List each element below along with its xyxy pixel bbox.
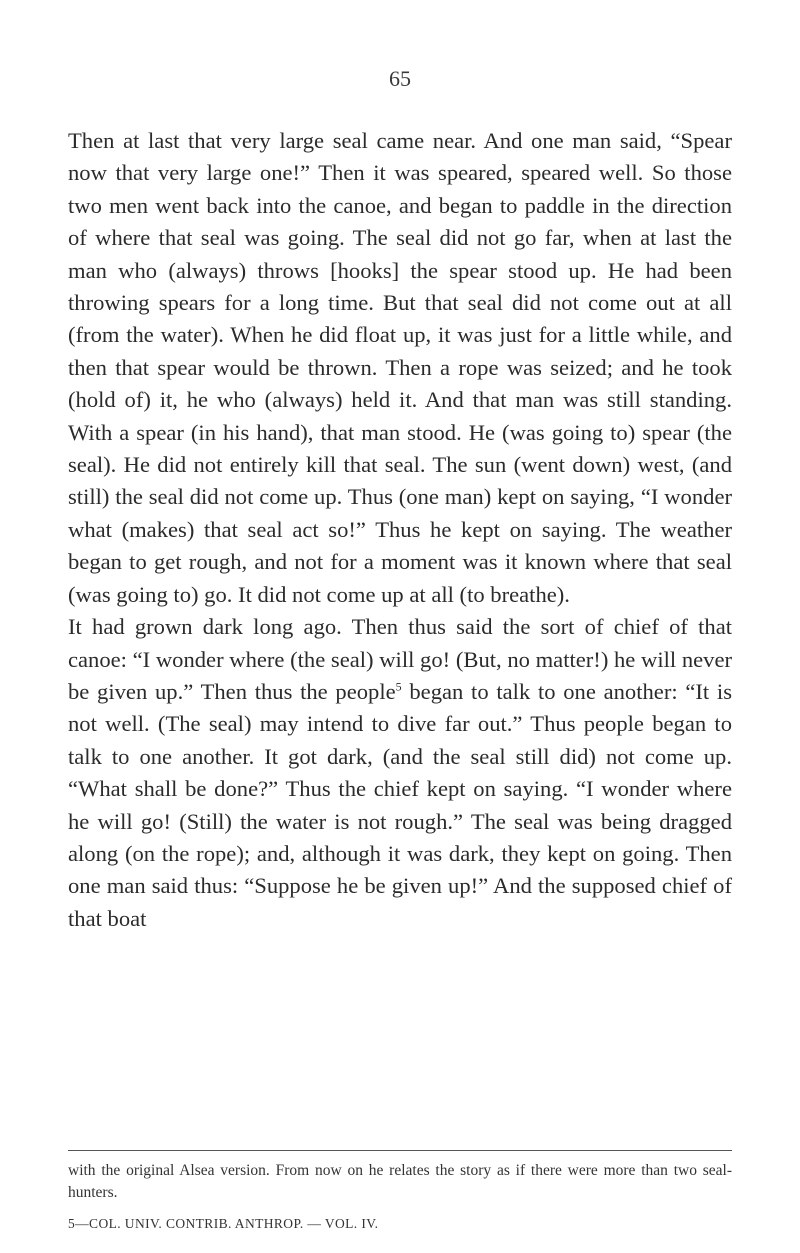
body-text [68,125,732,935]
paragraph-2-rest: began to talk to one another: “It is not well. (The seal) may intend to dive far out.” Thus people began to talk to one another. It got dark, (and the seal still did) not come up. “What shall be done?” Thus the chief kept on saying. “I wonder where he will go! (Still) the water is not rough.” The seal was being dragged along (on the rope); and, although it was dark, they kept on going. Then one man said thus: “Suppose he be given up!” And the supposed chief of that boat [68,678,732,931]
footnote: with the original Alsea version. From now on he relates the story as if there were more than two seal-hunters. [68,1162,732,1201]
paragraph-1: Then at last that very large seal came near. And one man said, “Spear now that very large one!” Then it was speared, speared well. So those two men went back into the canoe, and began to paddle in the direction of where that seal was going. The seal did not go far, when at last the man who (always) throws [hooks] the spear stood up. He had been throwing spears for a long time. But that seal did not come out at all (from the water). When he did float up, it was just for a little while, and then that spear would be thrown. Then a rope was seized; and he took (hold of) it, he who (always) held it. And that man was still standing. With a spear (in his hand), that man stood. He (was going to) spear (the seal). He did not entirely kill that seal. The sun (went down) west, (and still) the seal did not come up. Thus (one man) kept on saying, “I wonder what (makes) that seal act so!” Thus he kept on saying. The weather began to get rough, and not for a moment was it known where that seal (was going to) go. It did not come up at all (to breathe). [68,128,732,607]
paragraph-2-start: It had grown dark long ago. Then thus said the sort of chief of that canoe: “I wonder where (the seal) will go! (But, no matter!) he will never be given up.” Then thus the people [68,614,732,704]
page-number: 65 [389,66,411,91]
signature-line: 5—COL. UNIV. CONTRIB. ANTHROP. — VOL. IV. [68,1216,379,1231]
paragraph-2 [68,611,732,935]
footnote-divider [68,1150,732,1151]
footnote-reference: 5 [395,679,402,694]
